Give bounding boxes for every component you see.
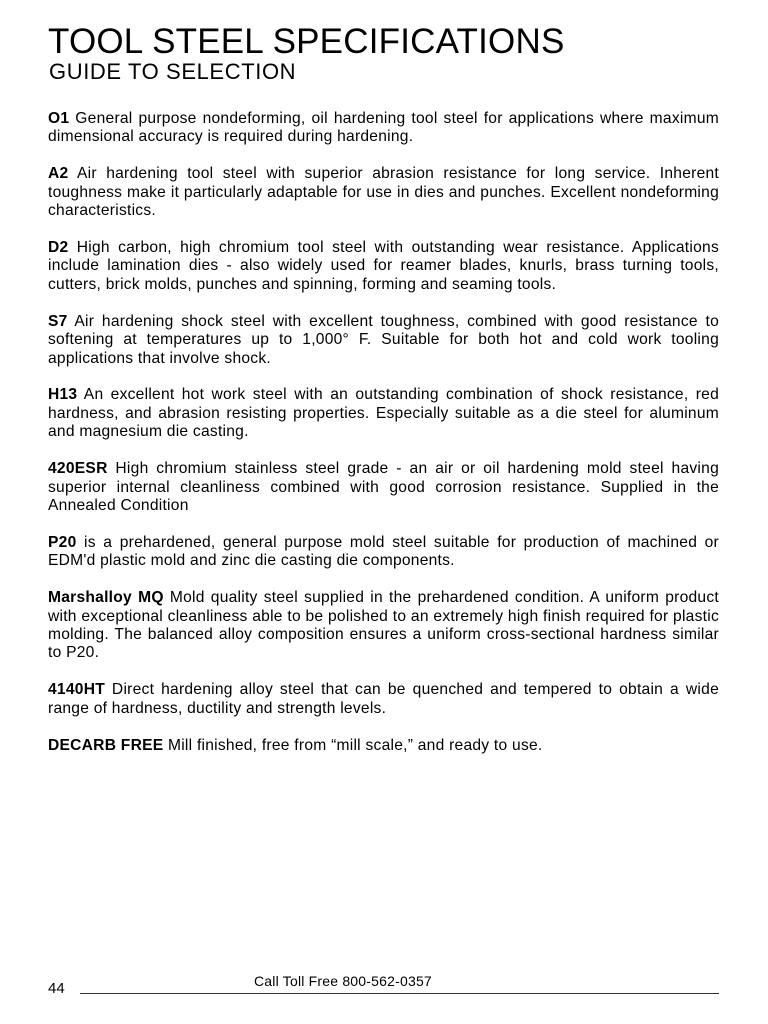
- spec-code: 4140HT: [48, 681, 105, 699]
- spec-description: High carbon, high chromium tool steel with outstanding wear resistance. Applications include lamination dies - also widely used for reamer blades, knurls, brass turning tools, cutters, brick molds, punches and spinning, forming and seaming tools.: [48, 239, 719, 293]
- page-number: 44: [48, 980, 65, 997]
- spec-p20: [48, 534, 719, 571]
- spec-code: 420ESR: [48, 460, 108, 478]
- spec-list: [48, 110, 719, 755]
- spec-s7: [48, 313, 719, 368]
- spec-description: General purpose nondeforming, oil hardening tool steel for applications where maximum dimensional accuracy is required during hardening.: [48, 110, 719, 146]
- spec-description: is a prehardened, general purpose mold steel suitable for production of machined or EDM'd plastic mold and zinc die casting die components.: [48, 533, 719, 570]
- page-title: TOOL STEEL SPECIFICATIONS: [48, 22, 565, 61]
- spec-description: Mold quality steel supplied in the prehardened condition. A uniform product with exceptional cleanliness able to be polished to an extremely high finish required for plastic molding. The balanced alloy composition ensures a uniform cross-sectional hardness similar to P20.: [48, 589, 719, 662]
- spec-decarb-free: [48, 737, 719, 755]
- page-subtitle: GUIDE TO SELECTION: [49, 59, 297, 84]
- spec-420esr: [48, 460, 719, 515]
- spec-code: P20: [48, 533, 77, 551]
- spec-4140ht: [48, 681, 719, 718]
- spec-code: O1: [48, 110, 70, 127]
- spec-d2: [48, 239, 719, 294]
- spec-description: An excellent hot work steel with an outstanding combination of shock resistance, red hardness, and abrasion resisting properties. Especially suitable as a die steel for aluminum and magnesium die casting.: [48, 386, 719, 441]
- page-content: [48, 24, 719, 774]
- toll-free-phone: Call Toll Free 800-562-0357: [254, 973, 432, 989]
- spec-description: Direct hardening alloy steel that can be quenched and tempered to obtain a wide range of hardness, ductility and strength levels.: [48, 681, 719, 717]
- spec-code: H13: [48, 386, 78, 404]
- spec-description: Air hardening shock steel with excellent toughness, combined with good resistance to softening at temperatures up to 1,000° F. Suitable for both hot and cold work tooling applications that involve shock.: [48, 312, 719, 367]
- spec-code: D2: [48, 239, 69, 257]
- spec-marshalloy-mq: [48, 589, 719, 663]
- spec-description: Air hardening tool steel with superior abrasion resistance for long service. Inherent toughness make it particularly adaptable for use in dies and punches. Excellent nondeforming characteristics.: [48, 165, 719, 220]
- spec-description: Mill finished, free from “mill scale,” and ready to use.: [163, 736, 543, 754]
- spec-a2: [48, 165, 719, 220]
- page-footer: [48, 972, 719, 1002]
- spec-o1: [48, 110, 719, 147]
- spec-h13: [48, 386, 719, 441]
- spec-code: S7: [48, 312, 68, 330]
- footer-rule: [80, 993, 719, 994]
- spec-code: Marshalloy MQ: [48, 589, 164, 607]
- spec-code: DECARB FREE: [48, 736, 164, 754]
- spec-code: A2: [48, 165, 69, 183]
- spec-description: High chromium stainless steel grade - an air or oil hardening mold steel having superior internal cleanliness combined with good corrosion resistance. Supplied in the Annealed Condition: [48, 460, 719, 514]
